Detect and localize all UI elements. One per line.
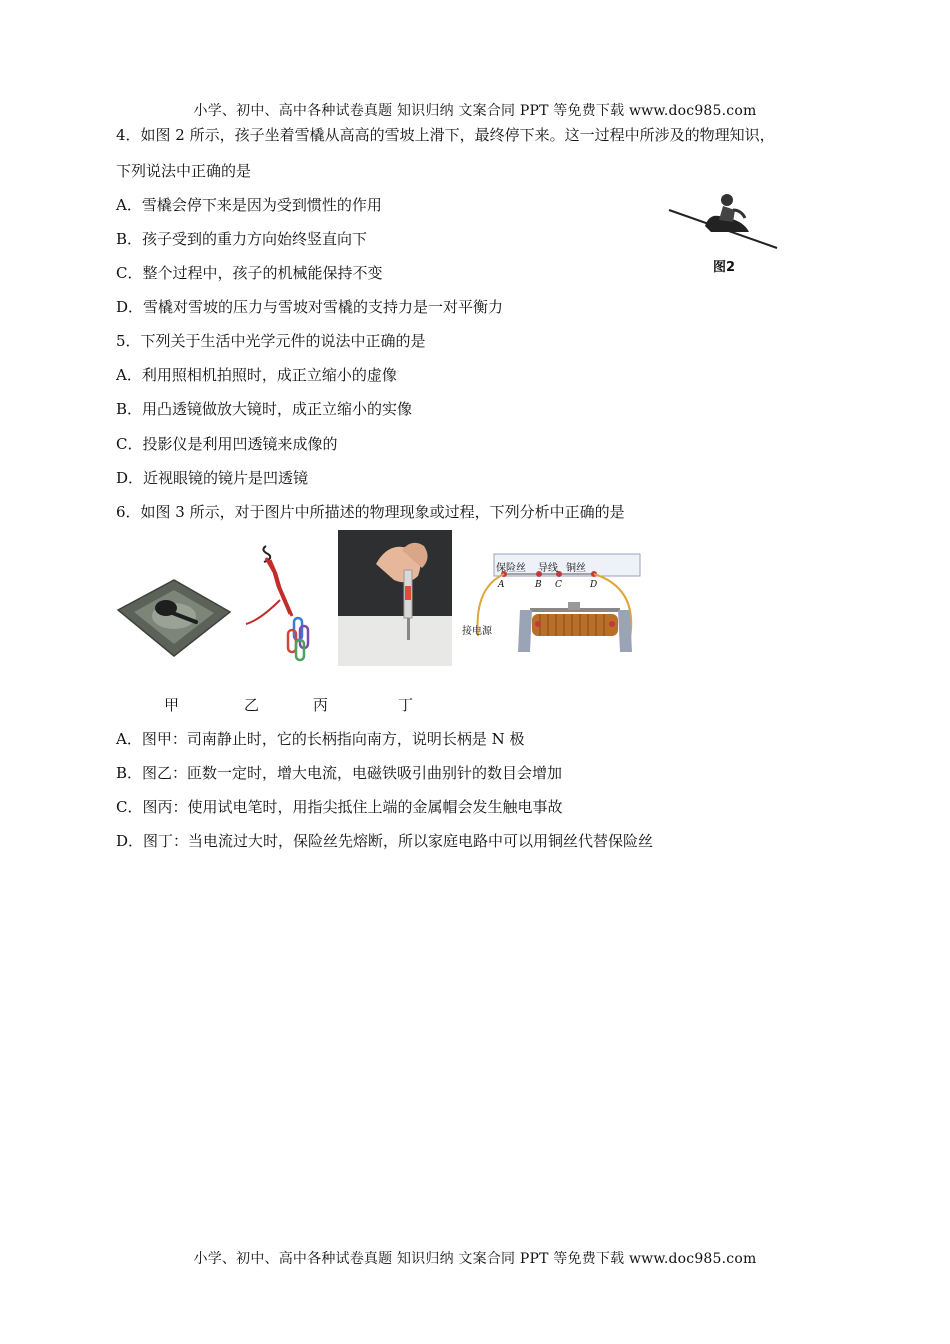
figure-yi-electromagnet bbox=[240, 540, 312, 666]
q4-option-b: B．孩子受到的重力方向始终竖直向下 bbox=[116, 230, 368, 248]
figure-2-label: 图2 bbox=[713, 260, 736, 275]
q5-option-d: D．近视眼镜的镜片是凹透镜 bbox=[116, 469, 309, 487]
figure-bing-test-pen bbox=[338, 530, 452, 666]
q6-stem: 6．如图 3 所示，对于图片中所描述的物理现象或过程，下列分析中正确的是 bbox=[116, 503, 625, 521]
figure-2-sled bbox=[665, 180, 785, 280]
label-point-c: C bbox=[555, 580, 562, 590]
figure-jia-compass bbox=[112, 560, 234, 664]
label-point-b: B bbox=[535, 580, 542, 590]
q6-option-b: B．图乙：匝数一定时，增大电流，电磁铁吸引曲别针的数目会增加 bbox=[116, 764, 563, 782]
q4-option-a: A．雪橇会停下来是因为受到惯性的作用 bbox=[116, 196, 382, 214]
q6-option-d: D．图丁：当电流过大时，保险丝先熔断，所以家庭电路中可以用铜丝代替保险丝 bbox=[116, 832, 654, 850]
label-power: 接电源 bbox=[462, 626, 492, 637]
q5-option-b: B．用凸透镜做放大镜时，成正立缩小的实像 bbox=[116, 400, 413, 418]
label-wire: 导线 bbox=[538, 563, 558, 574]
q5-stem: 5．下列关于生活中光学元件的说法中正确的是 bbox=[116, 332, 426, 350]
caption-jia: 甲 bbox=[164, 696, 180, 714]
figure-ding-circuit bbox=[460, 548, 650, 664]
q4-stem-line1: 4．如图 2 所示，孩子坐着雪橇从高高的雪坡上滑下，最终停下来。这一过程中所涉及的物理知识， bbox=[116, 126, 775, 144]
q4-stem-line2: 下列说法中正确的是 bbox=[116, 162, 252, 180]
label-point-a: A bbox=[498, 580, 505, 590]
label-point-d: D bbox=[590, 580, 598, 590]
q4-option-c: C．整个过程中，孩子的机械能保持不变 bbox=[116, 264, 383, 282]
label-fuse: 保险丝 bbox=[496, 563, 526, 574]
q6-option-c: C．图丙：使用试电笔时，用指尖抵住上端的金属帽会发生触电事故 bbox=[116, 798, 563, 816]
caption-yi: 乙 bbox=[244, 696, 260, 714]
caption-ding: 丁 bbox=[398, 696, 414, 714]
page-header: 小学、初中、高中各种试卷真题 知识归纳 文案合同 PPT 等免费下载 www.doc985.com bbox=[193, 103, 757, 119]
page-footer: 小学、初中、高中各种试卷真题 知识归纳 文案合同 PPT 等免费下载 www.doc985.com bbox=[193, 1251, 757, 1267]
q4-option-d: D．雪橇对雪坡的压力与雪坡对雪橇的支持力是一对平衡力 bbox=[116, 298, 504, 316]
q5-option-a: A．利用照相机拍照时，成正立缩小的虚像 bbox=[116, 366, 397, 384]
caption-bing: 丙 bbox=[313, 696, 329, 714]
q6-option-a: A．图甲：司南静止时，它的长柄指向南方，说明长柄是 N 极 bbox=[116, 730, 525, 748]
label-copper: 铜丝 bbox=[566, 563, 586, 574]
q5-option-c: C．投影仪是利用凹透镜来成像的 bbox=[116, 435, 338, 453]
